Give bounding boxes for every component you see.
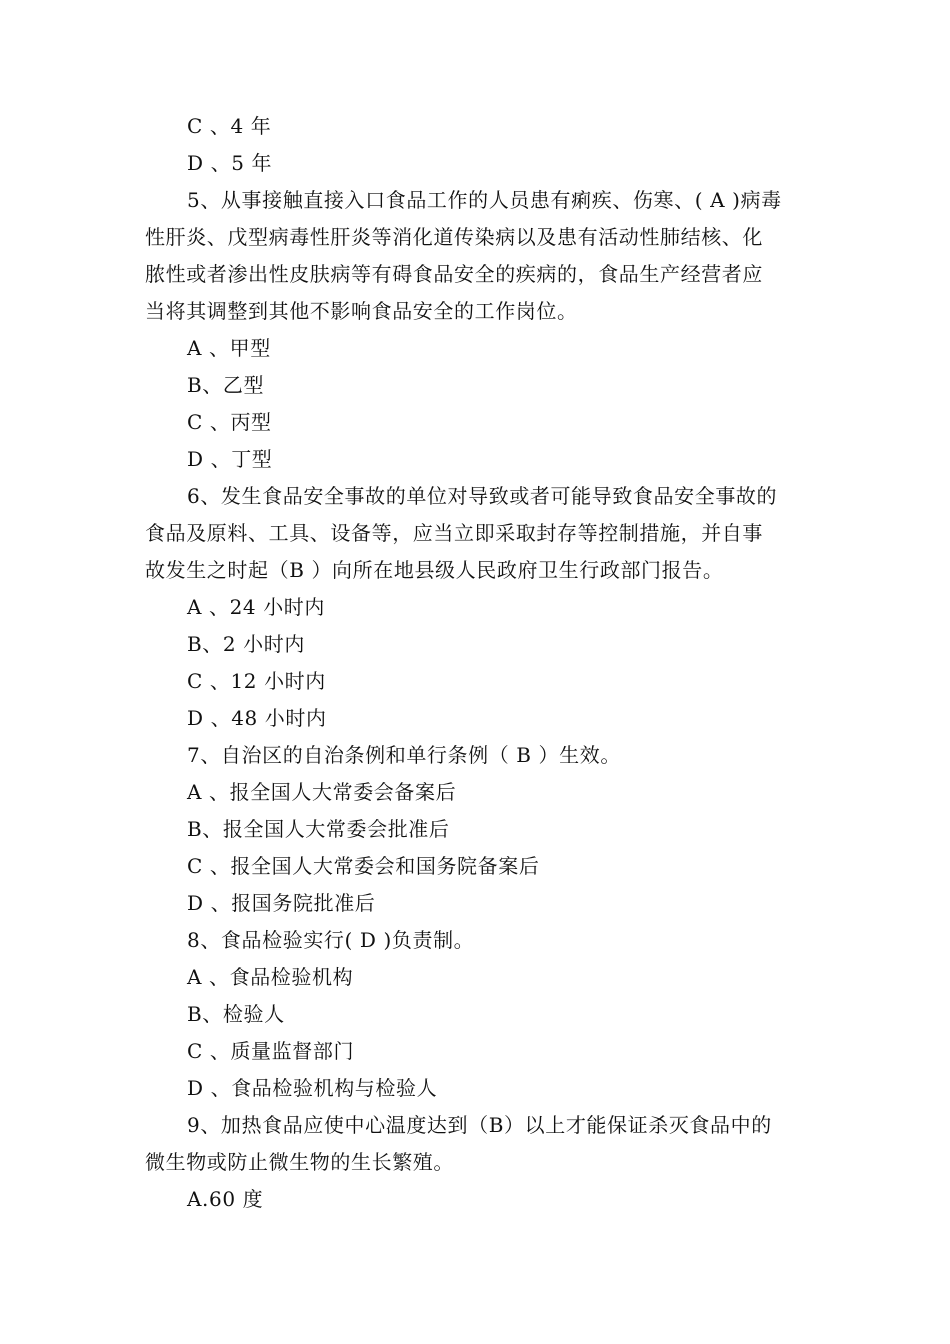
option-line: D 、食品检验机构与检验人: [187, 1076, 438, 1100]
question-9-continuation: 微生物或防止微生物的生长繁殖。: [145, 1150, 454, 1174]
question-6-continuation: 食品及原料、工具、设备等，应当立即采取封存等控制措施，并自事: [145, 521, 763, 545]
option-line: B、检验人: [187, 1002, 285, 1026]
option-line: A 、24 小时内: [187, 595, 326, 619]
option-line: A 、报全国人大常委会备案后: [187, 780, 457, 804]
option-line: D 、报国务院批准后: [187, 891, 376, 915]
option-line: C 、12 小时内: [187, 669, 326, 693]
question-7-line: 7、自治区的自治条例和单行条例（ B ）生效。: [187, 743, 621, 767]
option-line: C 、丙型: [187, 410, 272, 434]
question-5-continuation: 性肝炎、戊型病毒性肝炎等消化道传染病以及患有活动性肺结核、化: [145, 225, 763, 249]
option-line: A 、甲型: [187, 336, 271, 360]
option-line: C 、质量监督部门: [187, 1039, 355, 1063]
option-line: A.60 度: [187, 1187, 264, 1211]
question-6-line: 6、发生食品安全事故的单位对导致或者可能导致食品安全事故的: [187, 484, 778, 508]
option-line: D 、丁型: [187, 447, 273, 471]
option-line: B、报全国人大常委会批准后: [187, 817, 450, 841]
question-6-continuation: 故发生之时起（B ）向所在地县级人民政府卫生行政部门报告。: [145, 558, 724, 582]
question-5-continuation: 当将其调整到其他不影响食品安全的工作岗位。: [145, 299, 578, 323]
question-5-line: 5、从事接触直接入口食品工作的人员患有痢疾、伤寒、( A )病毒: [187, 188, 782, 212]
document-body: [145, 108, 810, 1218]
option-line: B、2 小时内: [187, 632, 305, 656]
option-line: D 、48 小时内: [187, 706, 327, 730]
question-5-continuation: 脓性或者渗出性皮肤病等有碍食品安全的疾病的，食品生产经营者应: [145, 262, 763, 286]
question-9-line: 9、加热食品应使中心温度达到（B）以上才能保证杀灭食品中的: [187, 1113, 772, 1137]
question-8-line: 8、食品检验实行( D )负责制。: [187, 928, 475, 952]
option-line: C 、报全国人大常委会和国务院备案后: [187, 854, 540, 878]
option-line: D 、5 年: [187, 151, 273, 175]
option-line: A 、食品检验机构: [187, 965, 354, 989]
option-line: C 、4 年: [187, 114, 272, 138]
option-line: B、乙型: [187, 373, 265, 397]
